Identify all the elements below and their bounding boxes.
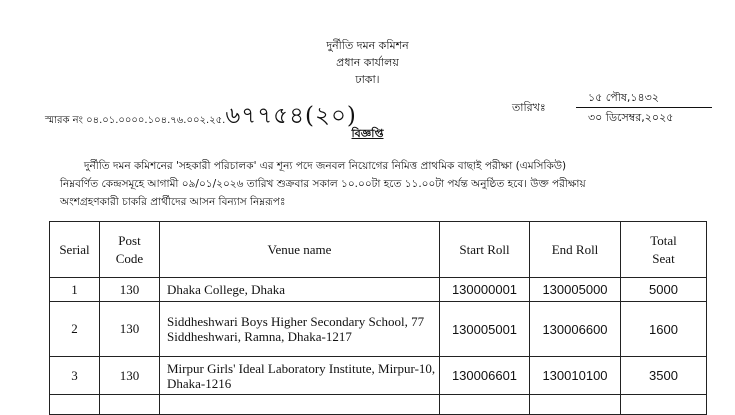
cell-empty [160, 395, 440, 415]
table-row [50, 302, 707, 357]
cell-empty [621, 395, 707, 415]
org-name: দুর্নীতি দমন কমিশন [326, 39, 409, 52]
header-total-seat [621, 222, 707, 278]
cell-end-roll: 130005000 [530, 278, 621, 302]
cell-start-roll: 130000001 [440, 278, 530, 302]
cell-start-roll: 130006601 [440, 357, 530, 395]
cell-post-code: 130 [100, 357, 160, 395]
cell-venue: Mirpur Girls' Ideal Laboratory Institute, Mirpur-10, Dhaka-1216 [160, 357, 440, 395]
cell-empty [440, 395, 530, 415]
cell-total-seat: 3500 [621, 357, 707, 395]
cell-serial: 1 [50, 278, 100, 302]
date-bengali: ১৫ পৌষ,১৪৩২ [588, 91, 659, 104]
header-end-roll: End Roll [530, 222, 621, 278]
office-name: প্রধান কার্যালয় [336, 56, 399, 69]
header-serial: Serial [50, 222, 100, 278]
table-header-row [50, 222, 707, 278]
seat-plan-table [49, 221, 707, 415]
header-start-roll-text: Start Roll [459, 241, 510, 257]
table-row [50, 278, 707, 302]
cell-start-roll: 130005001 [440, 302, 530, 357]
header-total-seat-text: Total Seat [650, 232, 677, 266]
notice-title [0, 125, 735, 144]
cell-serial: 3 [50, 357, 100, 395]
cell-total-seat: 1600 [621, 302, 707, 357]
cell-end-roll: 130006600 [530, 302, 621, 357]
paragraph-line: নিম্নবর্ণিত কেন্দ্রসমূহে আগামী ০৯/০১/২০২৬ তারিখ শুক্রবার সকাল ১০.০০টা হতে ১১.০০টা পর্যন্ত অনুষ্ঠিত হবে। উক্ত পরীক্ষায় [60, 178, 586, 190]
cell-empty [530, 395, 621, 415]
cell-total-seat: 5000 [621, 278, 707, 302]
table-row [50, 395, 707, 415]
date-gregorian: ৩০ ডিসেম্বর,২০২৫ [588, 111, 674, 124]
paragraph-line: দুর্নীতি দমন কমিশনের 'সহকারী পরিচালক' এর শূন্য পদে জনবল নিয়োগের নিমিত্ত প্রাথমিক বাছাই পরীক্ষা (এমসিকিউ) [84, 160, 567, 172]
date-divider [576, 107, 712, 108]
cell-venue: Dhaka College, Dhaka [160, 278, 440, 302]
notice-paragraph [60, 157, 700, 211]
cell-post-code: 130 [100, 278, 160, 302]
paragraph-line: অংশগ্রহণকারী চাকরি প্রার্থীদের আসন বিন্যাস নিম্নরূপঃ [60, 196, 286, 208]
cell-empty [100, 395, 160, 415]
notice-title-text: বিজ্ঞপ্তি [351, 127, 384, 140]
header-post-code [100, 222, 160, 278]
memo-prefix: স্মারক নং ০৪.০১.০০০০.১০৪.৭৬.০০২.২৫. [45, 115, 226, 126]
header-start-roll [440, 222, 530, 278]
cell-empty [50, 395, 100, 415]
cell-venue: Siddheshwari Boys Higher Secondary School, 77 Siddheshwari, Ramna, Dhaka-1217 [160, 302, 440, 357]
table-row [50, 357, 707, 395]
cell-end-roll: 130010100 [530, 357, 621, 395]
memo-handwritten-number: ৬৭৭৫৪(২০) [225, 103, 357, 129]
header-post-code-text: Post Code [115, 232, 144, 266]
cell-post-code: 130 [100, 302, 160, 357]
header-venue: Venue name [160, 222, 440, 278]
city-name: ঢাকা। [355, 73, 380, 86]
date-label: তারিখঃ [512, 101, 546, 114]
cell-serial: 2 [50, 302, 100, 357]
